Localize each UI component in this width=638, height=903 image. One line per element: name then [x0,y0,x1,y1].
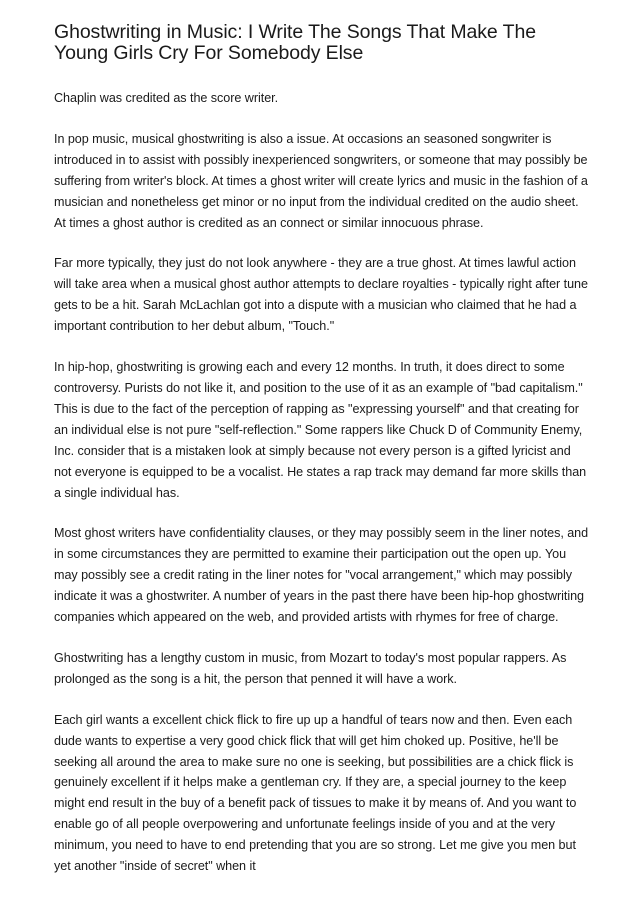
document-page [54,22,590,897]
paragraph-7: Each girl wants a excellent chick flick to fire up up a handful of tears now and then. Even each dude wants to expertise a very good chick flick that will get him choked up. Positive, he'll be seeking all around the area to make sure no one is seeking, but possibilities are a chick flick is genuinely excellent if it helps make a gentleman cry. If they are, a special journey to the keep might end result in the buy of a benefit pack of tissues to make it by means of. And you want to enable go of all people overpowering and unfortunate feelings inside of you and at the very minimum, you need to have to end pretending that you are so strong. Let me give you men but yet another "inside of secret" when it [54,712,577,874]
paragraph-5: Most ghost writers have confidentiality clauses, or they may possibly seem in the liner notes, and in some circumstances they are permitted to examine their participation out the open up. You may possibly see a credit rating in the liner notes for "vocal arrangement," which may possibly indicate it was a ghostwriter. A number of years in the past there have been hip-hop ghostwriting companies which appeared on the web, and provided artists with rhymes for free of charge. [54,526,589,625]
paragraph-2: In pop music, musical ghostwriting is also a issue. At occasions an seasoned songwriter is introduced in to assist with possibly inexperienced songwriters, or someone that may possibly be suffering from writer's block. At times a ghost writer will create lyrics and music in the fashion of a musician and nonetheless get minor or no input from the individual credited on the audio sheet. At times a ghost author is credited as an connect or similar innocuous phrase. [54,131,588,230]
paragraph-4: In hip-hop, ghostwriting is growing each and every 12 months. In truth, it does direct to some controversy. Purists do not like it, and position to the use of it as an example of "bad capitalism." This is due to the fact of the perception of rapping as "expressing yourself" and that creating for an individual else is not pure "self-reflection." Some rappers like Chuck D of Community Enemy, Inc. consider that is a mistaken look at simply because not every person is a gifted lyricist and not everyone is equipped to be a vocalist. He states a rap track may demand far more skills than a single individual has. [54,360,587,500]
paragraph-1: Chaplin was credited as the score writer. [54,91,279,105]
paragraph-3: Far more typically, they just do not look anywhere - they are a true ghost. At times lawful action will take area when a musical ghost author attempts to declare royalties - typically right after tune gets to be a hit. Sarah McLachlan got into a dispute with a musician who claimed that he had a important contribution to her debut album, "Touch." [54,256,588,334]
paragraph-6: Ghostwriting has a lengthy custom in music, from Mozart to today's most popular rappers. As prolonged as the song is a hit, the person that penned it will have a work. [54,650,567,686]
document-title: Ghostwriting in Music: I Write The Songs That Make The Young Girls Cry For Somebody Else [54,21,536,64]
